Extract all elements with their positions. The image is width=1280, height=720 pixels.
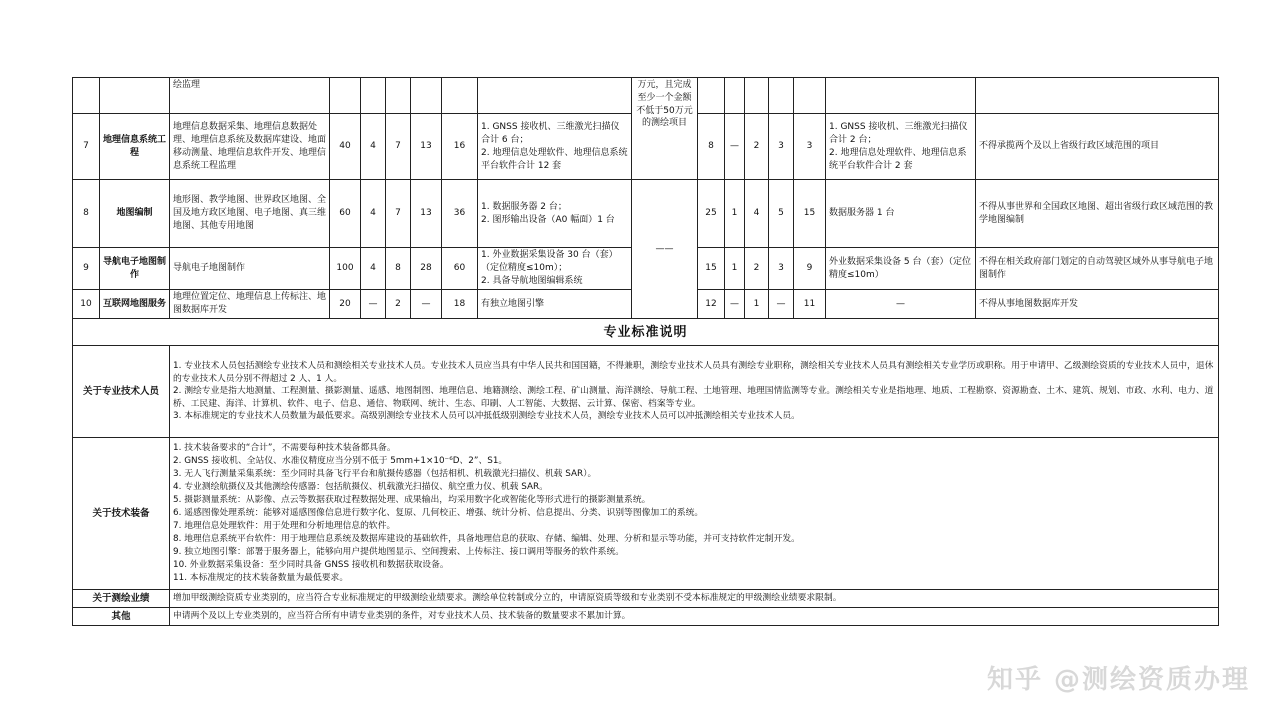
limitation [976,78,1219,114]
performance-requirement: —— [632,180,698,319]
b-staff-related: 11 [794,290,826,319]
equipment-b [826,78,976,114]
b-staff-middle: 1 [745,290,769,319]
b-staff-senior [725,78,745,114]
b-staff-junior: 5 [769,180,794,248]
staff-total: 20 [330,290,361,319]
limitation: 不得在相关政府部门划定的自动驾驶区域外从事导航电子地图制作 [976,248,1219,290]
row-number [73,78,100,114]
staff-junior: — [411,290,442,319]
staff-senior: 4 [361,114,386,180]
b-staff-middle: 2 [745,248,769,290]
performance-requirement: 万元，且完成至少一个金额不低于50万元的测绘项目 [632,78,698,180]
staff-related: 36 [442,180,478,248]
equipment-b: 数据服务器 1 台 [826,180,976,248]
note-label: 关于技术装备 [73,438,170,590]
b-staff-junior [769,78,794,114]
section-title: 专业标准说明 [73,319,1219,346]
business-scope: 地形图、教学地图、世界政区地图、全国及地方政区地图、电子地图、真三维地图、其他专用地图 [170,180,330,248]
note-row [73,438,1219,590]
business-scope: 绘监理 [170,78,330,114]
table-row [73,78,1219,114]
equipment-b: 1. GNSS 接收机、三维激光扫描仪合计 2 台； 2. 地理信息处理软件、地理信息系统平台软件合计 2 套 [826,114,976,180]
b-staff-middle: 2 [745,114,769,180]
b-staff-related: 15 [794,180,826,248]
staff-related: 18 [442,290,478,319]
staff-senior: — [361,290,386,319]
staff-related [442,78,478,114]
b-staff-total: 25 [698,180,725,248]
staff-senior: 4 [361,180,386,248]
b-staff-total: 12 [698,290,725,319]
note-row [73,346,1219,438]
category-name: 地理信息系统工程 [100,114,170,180]
staff-total: 100 [330,248,361,290]
table-row [73,180,1219,248]
row-number: 10 [73,290,100,319]
staff-middle [386,78,411,114]
category-name [100,78,170,114]
category-name: 地图编制 [100,180,170,248]
equipment-b: — [826,290,976,319]
staff-total: 40 [330,114,361,180]
b-staff-senior: 1 [725,180,745,248]
limitation: 不得承揽两个及以上省级行政区域范围的项目 [976,114,1219,180]
b-staff-total [698,78,725,114]
note-row [73,608,1219,626]
staff-related: 60 [442,248,478,290]
business-scope: 导航电子地图制作 [170,248,330,290]
b-staff-middle: 4 [745,180,769,248]
section-header-row [73,319,1219,346]
staff-senior: 4 [361,248,386,290]
staff-total: 60 [330,180,361,248]
equipment-a: 1. GNSS 接收机、三维激光扫描仪合计 6 台； 2. 地理信息处理软件、地理信息系统平台软件合计 12 套 [478,114,632,180]
staff-junior [411,78,442,114]
watermark: 知乎 @测绘资质办理 [986,665,1250,695]
b-staff-total: 8 [698,114,725,180]
equipment-a: 1. 数据服务器 2 台； 2. 图形输出设备（A0 幅面）1 台 [478,180,632,248]
staff-middle: 7 [386,180,411,248]
business-scope: 地理位置定位、地理信息上传标注、地图数据库开发 [170,290,330,319]
b-staff-related [794,78,826,114]
b-staff-senior: — [725,290,745,319]
equipment-a: 1. 外业数据采集设备 30 台（套）（定位精度≤10m）； 2. 具备导航地图编辑系统 [478,248,632,290]
b-staff-total: 15 [698,248,725,290]
staff-middle: 7 [386,114,411,180]
staff-junior: 13 [411,114,442,180]
note-label: 其他 [73,608,170,626]
staff-senior [361,78,386,114]
staff-middle: 8 [386,248,411,290]
row-number: 9 [73,248,100,290]
b-staff-related: 9 [794,248,826,290]
b-staff-senior: — [725,114,745,180]
equipment-a [478,78,632,114]
b-staff-senior: 1 [725,248,745,290]
limitation: 不得从事世界和全国政区地图、超出省级行政区域范围的教学地图编制 [976,180,1219,248]
b-staff-middle [745,78,769,114]
row-number: 8 [73,180,100,248]
b-staff-junior: 3 [769,248,794,290]
staff-middle: 2 [386,290,411,319]
row-number: 7 [73,114,100,180]
note-text: 1. 技术装备要求的“合计”，不需要每种技术装备都具备。 2. GNSS 接收机、全站仪、水准仪精度应当分别不低于 5mm+1×10⁻⁶D、2”、S1。 3. 无人飞行测量采集系统：至少同时具备飞行平台和航摄传感器（包括相机、机载激光扫描仪、机载 SAR）。 4. 专业测绘航摄仪及其他测绘传感器：包括航摄仪、机载激光扫描仪、航空重力仪、机载 SAR。 5. 摄影测量系统：从影像、点云等数据获取过程数据处理、成果输出，均采用数字化或智能化等形式进行的摄影测量系统。 6. 遥感图像处理系统：能够对遥感图像信息进行数字化、复原、几何校正、增强、统计分析、信息提出、分类、识别等图像加工的系统。 7. 地理信息处理软件：用于处理和分析地理信息的软件。 8. 地理信息系统平台软件：用于地理信息系统及数据库建设的基础软件，具备地理信息的获取、存储、编辑、处理、分析和显示等功能，并可支持软件定制开发。 9. 独立地图引擎：部署于服务器上，能够向用户提供地图显示、空间搜索、上传标注、接口调用等服务的软件系统。 10. 外业数据采集设备：至少同时具备 GNSS 接收机和数据获取设备。 11. 本标准规定的技术装备数量为最低要求。 [170,438,1219,590]
qualification-standard-table-page [72,77,1218,626]
equipment-b: 外业数据采集设备 5 台（套）（定位精度≤10m） [826,248,976,290]
staff-related: 16 [442,114,478,180]
note-label: 关于专业技术人员 [73,346,170,438]
category-name: 互联网地图服务 [100,290,170,319]
equipment-a: 有独立地图引擎 [478,290,632,319]
b-staff-junior: 3 [769,114,794,180]
staff-junior: 13 [411,180,442,248]
note-label: 关于测绘业绩 [73,590,170,608]
b-staff-junior: — [769,290,794,319]
standard-table [72,77,1219,626]
note-text: 1. 专业技术人员包括测绘专业技术人员和测绘相关专业技术人员。专业技术人员应当具有中华人民共和国国籍，不得兼职，测绘专业技术人员具有测绘专业职称，测绘相关专业技术人员具有测绘相关专业学历或职称。用于申请甲、乙级测绘资质的专业技术人员中，退休的专业技术人员分别不得超过 2 人、1 人。 2. 测绘专业是指大地测量、工程测量、摄影测量、遥感、地图制图、地理信息、地籍测绘、测绘工程、矿山测量、海洋测绘、导航工程、土地管理、地理国情监测等专业。测绘相关专业是指地理、地质、工程勘察、资源勘查、土木、建筑、规划、市政、水利、电力、道桥、工民建、海洋、计算机、软件、电子、信息、通信、物联网、统计、生态、印刷、人工智能、大数据、云计算、保密、档案等专业。 3. 本标准规定的专业技术人员数量为最低要求。高级别测绘专业技术人员可以冲抵低级别测绘专业技术人员，测绘专业技术人员可以冲抵测绘相关专业技术人员。 [170,346,1219,438]
note-text: 增加甲级测绘资质专业类别的，应当符合专业标准规定的甲级测绘业绩要求。测绘单位转制或分立的，申请原资质等级和专业类别不受本标准规定的甲级测绘业绩要求限制。 [170,590,1219,608]
staff-total [330,78,361,114]
business-scope: 地理信息数据采集、地理信息数据处理、地理信息系统及数据库建设、地面移动测量、地理信息软件开发、地理信息系统工程监理 [170,114,330,180]
staff-junior: 28 [411,248,442,290]
b-staff-related: 3 [794,114,826,180]
note-row [73,590,1219,608]
limitation: 不得从事地图数据库开发 [976,290,1219,319]
note-text: 申请两个及以上专业类别的，应当符合所有申请专业类别的条件，对专业技术人员、技术装备的数量要求不累加计算。 [170,608,1219,626]
category-name: 导航电子地图制作 [100,248,170,290]
